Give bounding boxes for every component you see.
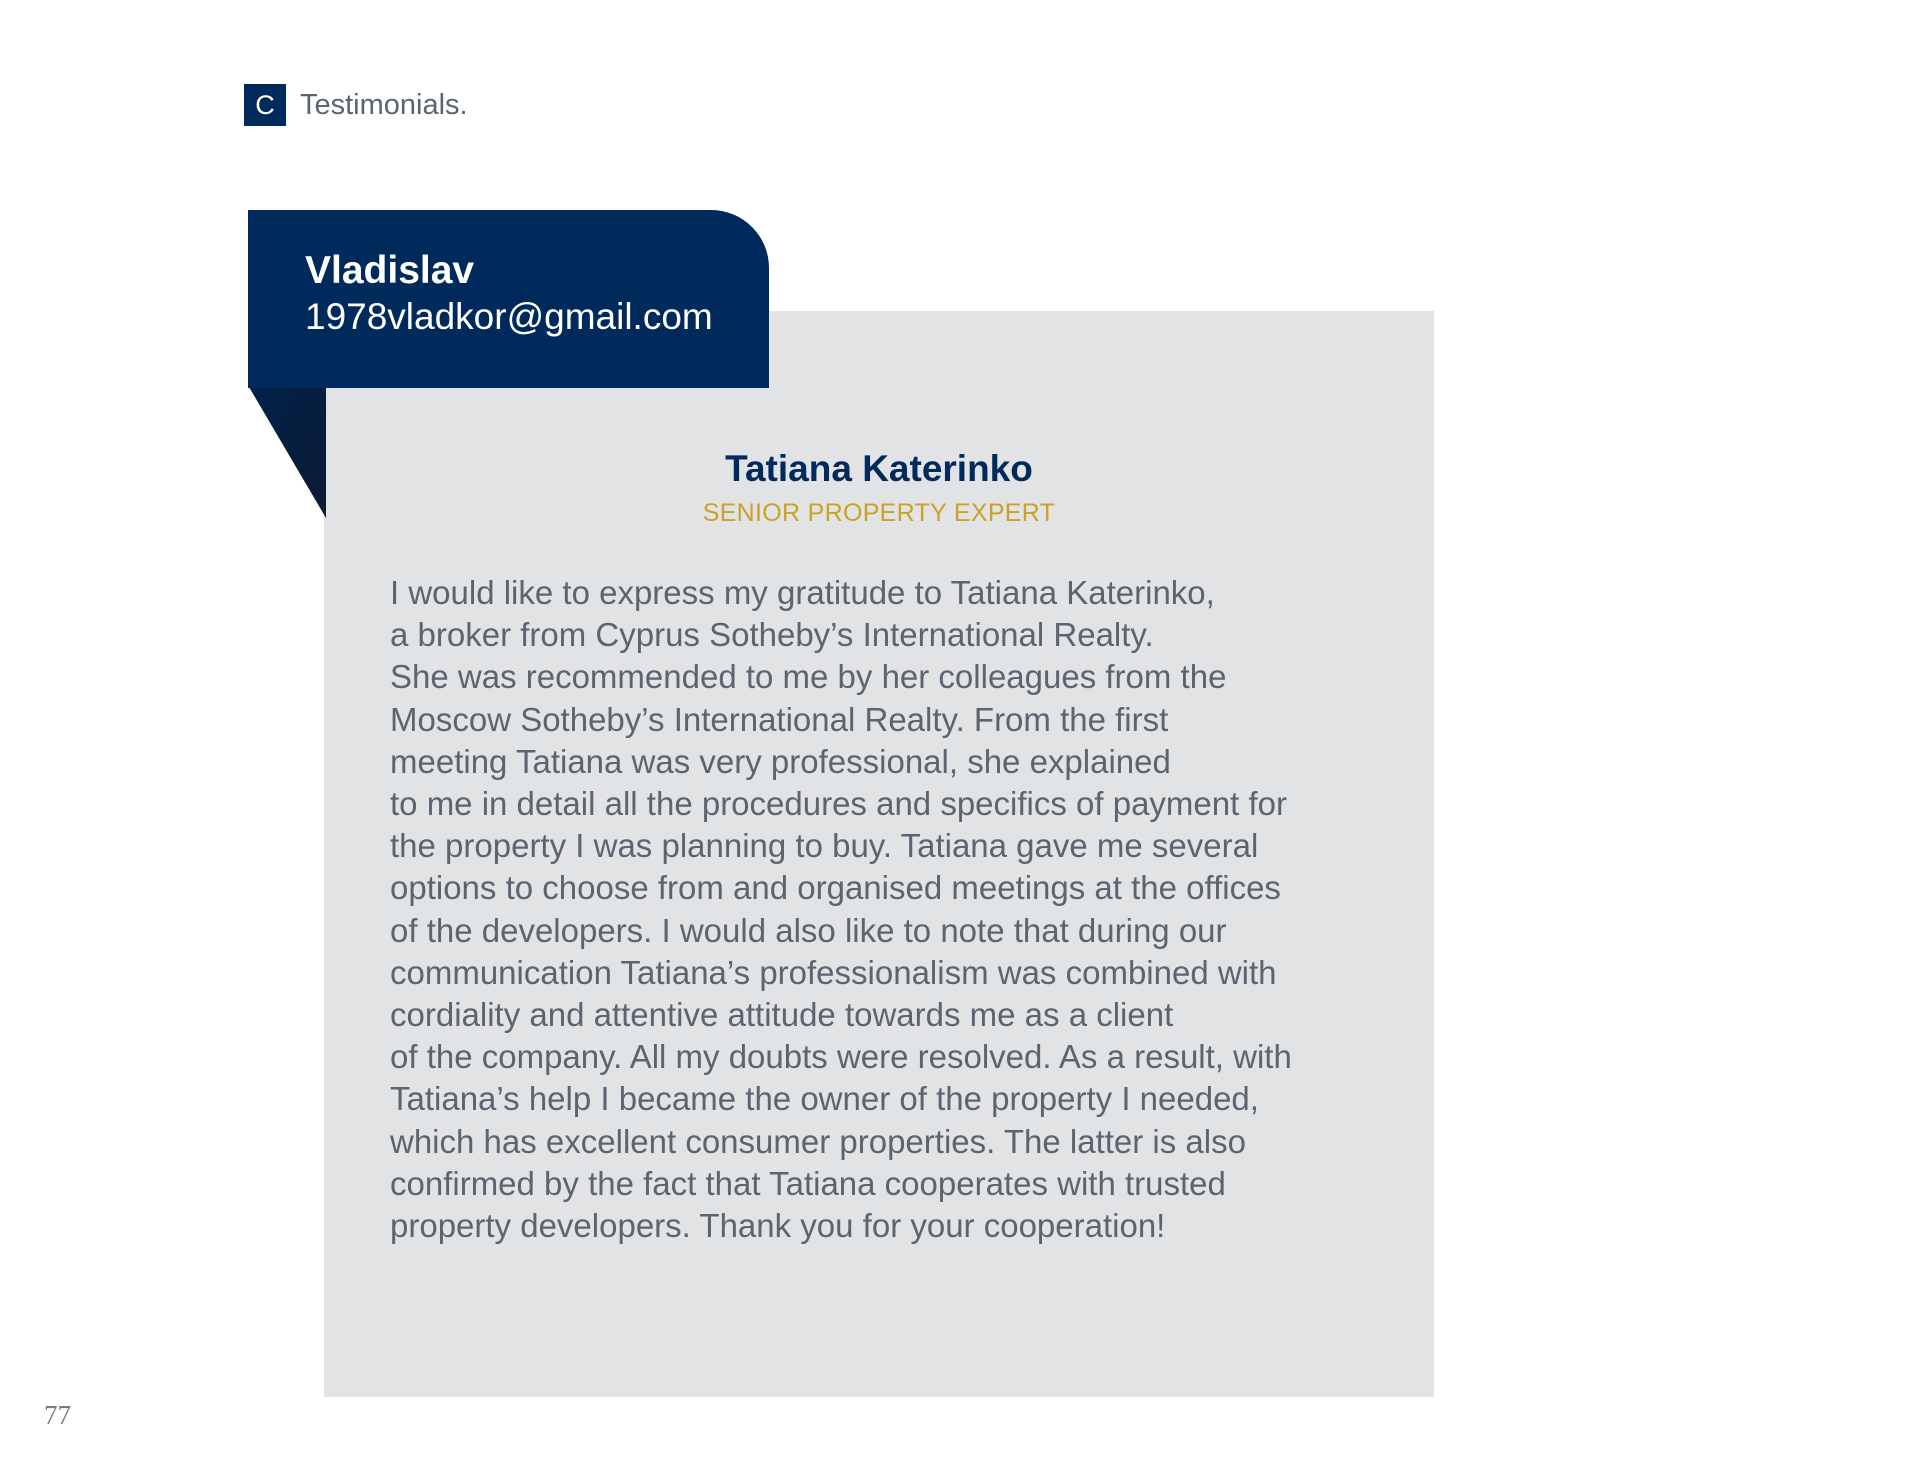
testimonial-line: communication Tatiana’s professionalism was combined with: [390, 953, 1277, 991]
testimonial-line: confirmed by the fact that Tatiana cooperates with trusted: [390, 1164, 1226, 1202]
testimonial-line: cordiality and attentive attitude towards me as a client: [390, 996, 1174, 1034]
testimonial-line: the property I was planning to buy. Tatiana gave me several: [390, 827, 1259, 865]
testimonial-text: [390, 572, 1390, 1247]
testimonial-line: a broker from Cyprus Sotheby’s International Realty.: [390, 616, 1154, 654]
client-email: 1978vladkor@gmail.com: [305, 296, 713, 337]
section-title: Testimonials.: [300, 88, 468, 121]
agent-job-title: SENIOR PROPERTY EXPERT: [702, 499, 1056, 527]
testimonial-line: options to choose from and organised meetings at the offices: [390, 869, 1281, 907]
section-letter-badge: C: [244, 84, 286, 126]
ribbon-fold-shape: [249, 387, 326, 518]
agent-name: Tatiana Katerinko: [725, 448, 1033, 489]
testimonial-line: Moscow Sotheby’s International Realty. From the first: [390, 700, 1169, 738]
testimonial-line: I would like to express my gratitude to Tatiana Katerinko,: [390, 574, 1215, 611]
section-header: [244, 84, 468, 126]
testimonial-line: meeting Tatiana was very professional, she explained: [390, 742, 1171, 780]
client-name-tab: [248, 210, 769, 388]
testimonial-line: of the company. All my doubts were resolved. As a result, with: [390, 1038, 1292, 1076]
client-name: Vladislav: [305, 249, 475, 292]
testimonial-line: She was recommended to me by her colleagues from the: [390, 658, 1227, 696]
testimonial-line: which has excellent consumer properties. The latter is also: [390, 1122, 1246, 1160]
page-number: 77: [44, 1400, 71, 1430]
testimonial-line: property developers. Thank you for your cooperation!: [390, 1207, 1166, 1245]
testimonial-line: to me in detail all the procedures and specifics of payment for: [390, 785, 1287, 823]
testimonial-line: Tatiana’s help I became the owner of the property I needed,: [390, 1080, 1259, 1118]
testimonial-line: of the developers. I would also like to note that during our: [390, 911, 1227, 949]
